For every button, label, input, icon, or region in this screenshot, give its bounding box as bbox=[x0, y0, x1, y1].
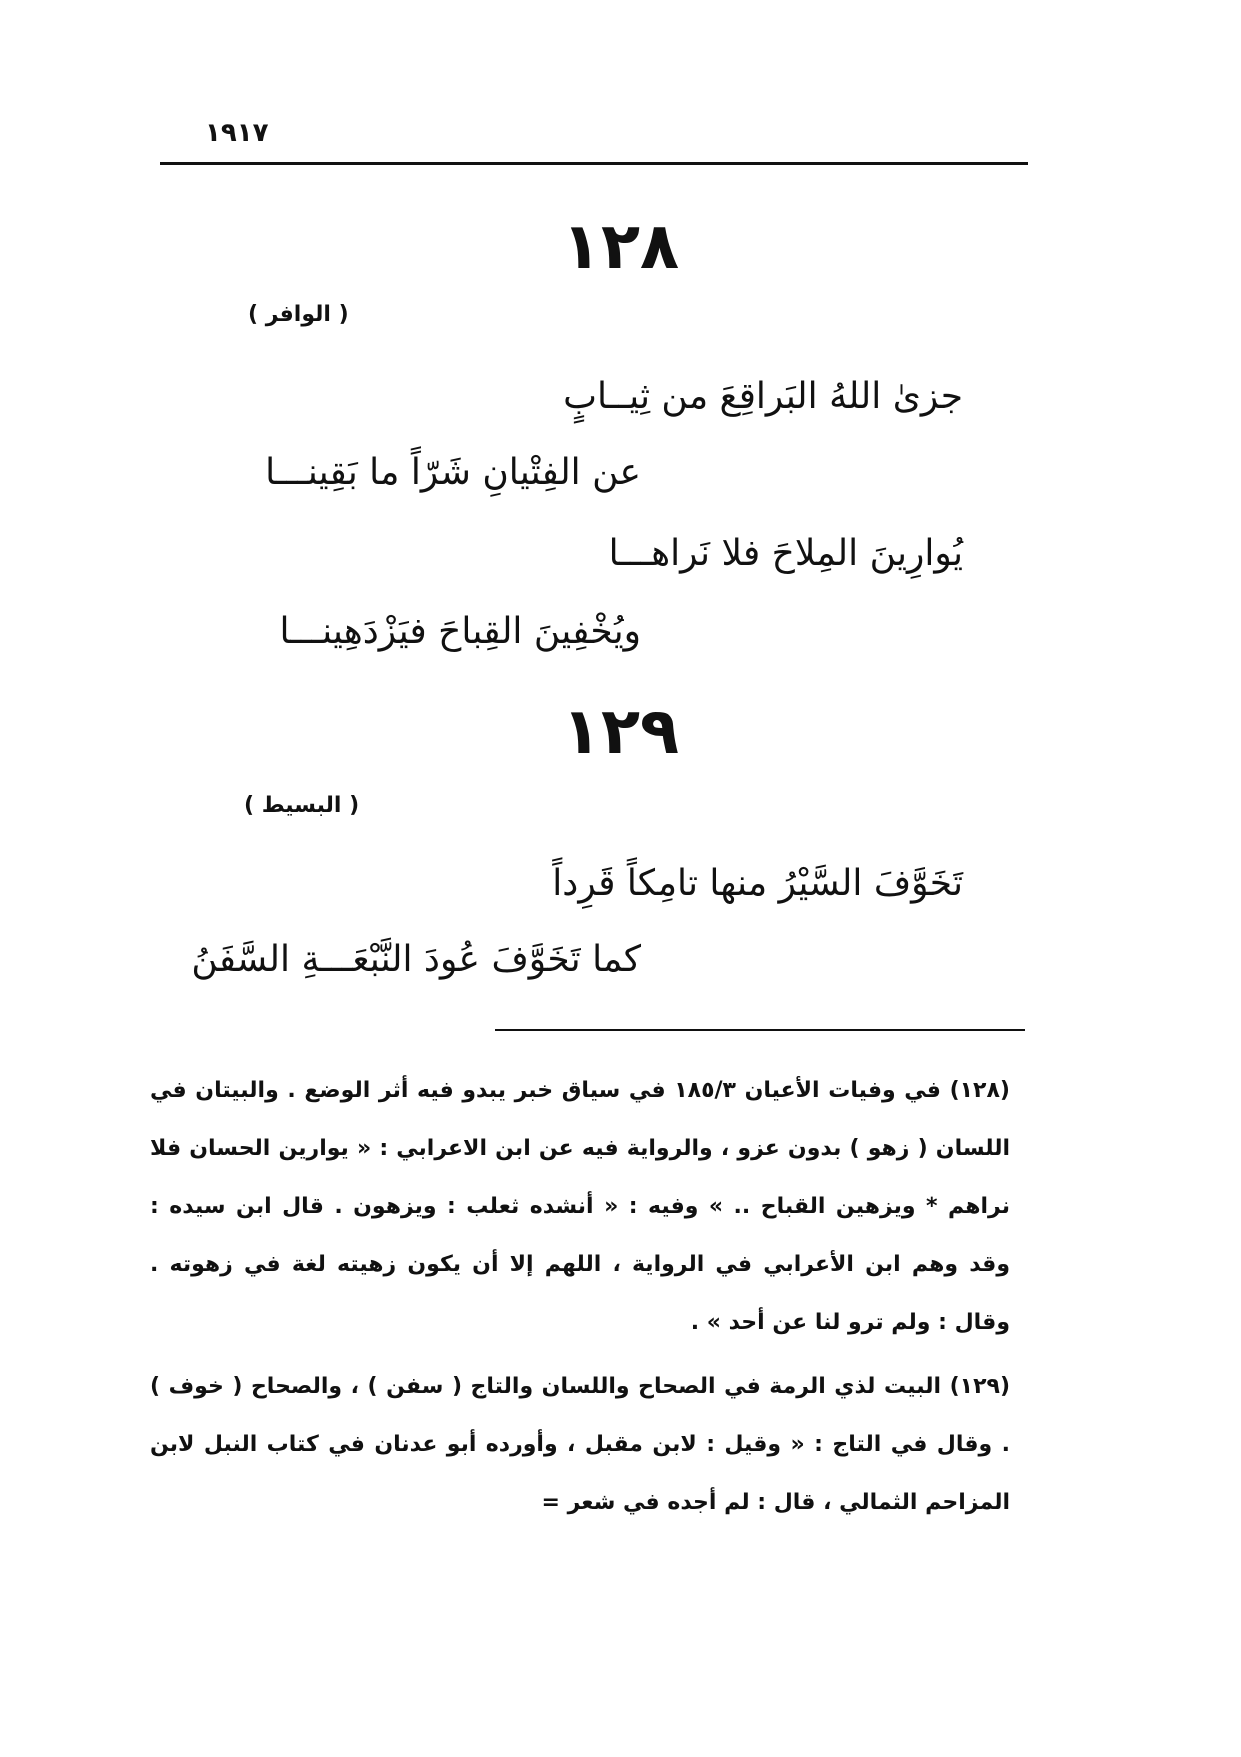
verse-129-2: كما تَخَوَّفَ عُودَ النَّبْعَـــةِ السَّفَنُ bbox=[191, 939, 641, 980]
poem-number-128: ١٢٨ bbox=[561, 210, 680, 284]
verse-128-4: ويُخْفِينَ القِباحَ فيَزْدَهِينـــا bbox=[279, 611, 641, 652]
poem-number-129: ١٢٩ bbox=[561, 695, 680, 769]
verse-128-2: عن الفِتْيانِ شَرّاً ما بَقِينـــا bbox=[265, 452, 641, 493]
header-rule bbox=[160, 162, 1028, 165]
footnotes bbox=[150, 1062, 1010, 1538]
verse-128-3: يُوارِينَ المِلاحَ فلا نَراهـــا bbox=[608, 533, 963, 574]
verse-129-1: تَخَوَّفَ السَّيْرُ منها تامِكاً قَرِداً bbox=[552, 863, 963, 904]
footnote-128: (١٢٨) في وفيات الأعيان ١٨٥/٣ في سياق خبر يبدو فيه أثر الوضع . والبيتان في اللسان ( زهو ) بدون عزو ، والرواية فيه عن ابن الاعرابي : « يوارين الحسان فلا نراهم * ويزهين القباح .. » وفيه : « أنشده ثعلب : ويزهون . قال ابن سيده : وقد وهم ابن الأعرابي في الرواية ، اللهم إلا أن يكون زهيته لغة في زهوته . وقال : ولم ترو لنا عن أحد » . bbox=[150, 1078, 1010, 1335]
footnotes-rule bbox=[495, 1029, 1025, 1031]
poem-meter-129: ( البسيط ) bbox=[244, 793, 360, 818]
footnote-129: (١٢٩) البيت لذي الرمة في الصحاح واللسان والتاج ( سفن ) ، والصحاح ( خوف ) . وقال في التاج : « وقيل : لابن مقبل ، وأورده أبو عدنان في كتاب النبل لابن المزاحم الثمالي ، قال : لم أجده في شعر = bbox=[150, 1374, 1010, 1515]
poem-meter-128: ( الوافر ) bbox=[248, 302, 349, 327]
page-number: ١٩١٧ bbox=[205, 118, 269, 148]
verse-128-1: جزىٰ اللهُ البَراقِعَ من ثِيــابٍ bbox=[563, 376, 963, 417]
